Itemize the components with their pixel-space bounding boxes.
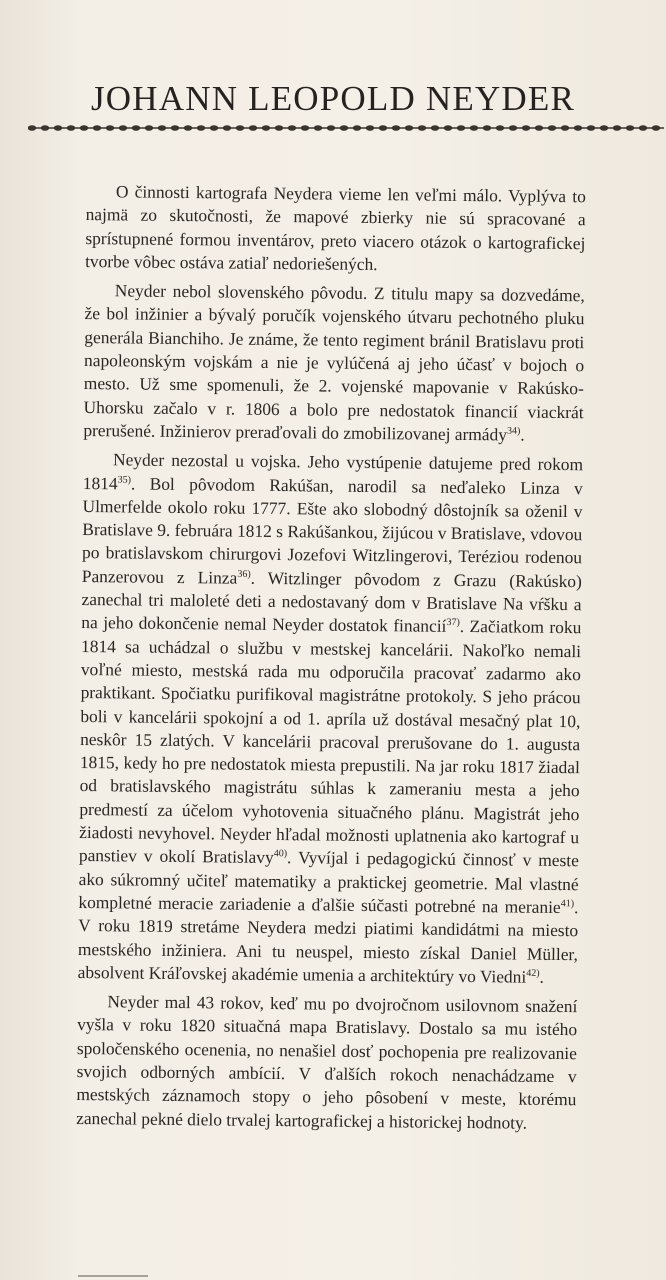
chain-bead: [457, 125, 465, 131]
chain-bead: [340, 125, 348, 131]
chain-bead: [652, 125, 660, 131]
chain-bead: [405, 125, 413, 131]
decorative-chain-divider: [28, 118, 664, 138]
chain-bead: [236, 125, 244, 131]
page-title: JOHANN LEOPOLD NEYDER: [90, 79, 576, 119]
chain-bead: [509, 125, 517, 131]
chain-bead: [132, 125, 140, 131]
chain-bead: [275, 125, 283, 131]
chain-bead: [197, 125, 205, 131]
paragraph-origin: Neyder nebol slovenského pôvodu. Z titulu mapy sa dozvedáme, že bol inžinier a bývalý poručík vojenského útvaru pechotného pluku generála Bianchiho. Je známe, že tento regiment bránil Bratislavu proti napoleonským vojskám a nie je vylúčená aj jeho účasť v bojoch o mesto. Už sme spomenuli, že 2. vojenské mapovanie v Rakúsko-Uhorsku začalo v r. 1806 a bolo pre nedostatok financií viackrát prerušené. Inžinierov preraďovali do zmobilizovanej armády$^{34)}$.: [83, 280, 585, 445]
chain-bead: [93, 125, 101, 131]
chain-bead: [106, 125, 114, 131]
chain-bead: [366, 125, 374, 131]
chain-bead: [158, 125, 166, 131]
footnote-separator: [78, 1262, 598, 1280]
chain-bead: [600, 125, 608, 131]
footnote-ref: 37): [446, 617, 460, 629]
footnote-ref: 41): [560, 898, 575, 910]
footnote-ref: 36): [237, 568, 251, 580]
chain-bead: [444, 125, 452, 131]
chain-bead: [574, 125, 582, 131]
footnote-ref: 34): [506, 425, 521, 437]
chain-bead: [613, 125, 621, 131]
article-body: [76, 180, 586, 1141]
chain-bead: [28, 125, 36, 131]
chain-bead: [67, 125, 75, 131]
chain-bead: [80, 125, 88, 131]
chain-bead: [496, 125, 504, 131]
chain-bead: [431, 125, 439, 131]
paragraph-intro: O činnosti kartografa Neydera vieme len veľmi málo. Vyplýva to najmä zo skutočnosti, že mapové zbierky nie sú spracované a sprístupnené formou inventárov, preto viacero otázok o kartografickej tvorbe vôbec ostáva zatiaľ nedoriešených.: [85, 181, 586, 274]
chain-bead: [145, 125, 153, 131]
chain-bead: [522, 125, 530, 131]
chain-bead: [353, 125, 361, 131]
chain-bead: [223, 125, 231, 131]
chain-bead: [639, 125, 647, 131]
chain-bead: [379, 125, 387, 131]
chain-bead: [535, 125, 543, 131]
chain-bead: [54, 125, 62, 131]
chain-bead: [210, 125, 218, 131]
footnote-ref: 42): [526, 967, 540, 979]
chain-bead: [418, 125, 426, 131]
paragraph-conclusion: Neyder mal 43 rokov, keď mu po dvojročnom usilovnom snažení vyšla v roku 1820 situačná mapa Bratislavy. Dostalo sa mu istého spoločenského ocenenia, no nenašiel dosť pochopenia pre realizovanie svojich odborných ambícií. V ďalších rokoch nenachádzame v mestských záznamoch stopy o jeho pôsobení v meste, ktorému zanechal pekné dielo trvalej kartografickej a historickej hodnoty.: [76, 991, 578, 1133]
paragraph-biography: Neyder nezostal u vojska. Jeho vystúpenie datujeme pred rokom 1814$^{35)}$. Bol pôvodom Rakúšan, narodil sa neďaleko Linza v Ulmerfelde okolo roku 1777. Ešte ako slobodný dôstojník sa oženil v Bratislave 9. februára 1812 s Rakúšankou, žijúcou v Bratislave, vdovou po bratislavskom chirurgovi Jozefovi Witzlingerovi, Teréziou rodenou Panzerovou z Linza$^{36)}$. Witzlinger pôvodom z Grazu (Rakúsko) zanechal tri maloleté deti a nedostavaný dom v Bratislave Na vŕšku a na jeho dokončenie nemal Neyder dostatok financií$^{37)}$. Začiatkom roku 1814 sa uchádzal o službu v mestskej kancelárii. Nakoľko nemali voľné miesto, mestská rada mu odporučila pracovať zadarmo ako praktikant. Spočiatku purifikoval magistrátne protokoly. S jeho prácou boli v kancelárii spokojní a od 1. apríla už dostával mesačný plat 10, neskôr 15 zlatých. V kancelárii pracoval prerušovane do 1. augusta 1815, kedy ho pre nedostatok miesta prepustili. Na jar roku 1817 žiadal od bratislavského magistrátu súhlas k zameraniu mesta a jeho predmestí za účelom vyhotovenia situačného plánu. Magistrát jeho žiadosti nevyhovel. Neyder hľadal možnosti uplatnenia ako kartograf u panstiev v okolí Bratislavy$^{40)}$. Vyvíjal i pedagogickú činnosť v meste ako súkromný učiteľ matematiky a praktickej geometrie. Mal vlastné kompletné meracie zariadenie a ďalšie súčasti potrebné na meranie$^{41)}$. V roku 1819 stretáme Neydera medzi piatimi kandidátmi na miesto mestského inžiniera. Ani tu neuspel, miesto získal Daniel Müller, absolvent Kráľovskej akadémie umenia a architektúry vo Viedni$^{42)}$.: [77, 449, 584, 987]
footnote-ref: 40): [273, 848, 288, 860]
chain-bead: [392, 125, 400, 131]
chain-bead: [626, 125, 634, 131]
chain-bead: [184, 125, 192, 131]
chain-bead: [470, 125, 478, 131]
chain-bead: [561, 125, 569, 131]
footnote-ref: 35): [117, 474, 132, 486]
chain-bead: [327, 125, 335, 131]
chain-bead: [587, 125, 595, 131]
chain-bead: [262, 125, 270, 131]
chain-bead: [171, 125, 179, 131]
chain-bead: [249, 125, 257, 131]
chain-bead: [548, 125, 556, 131]
chain-bead: [119, 125, 127, 131]
chain-bead: [288, 125, 296, 131]
chain-bead: [41, 125, 49, 131]
chain-bead: [314, 125, 322, 131]
chain-bead: [483, 125, 491, 131]
chain-bead: [301, 125, 309, 131]
